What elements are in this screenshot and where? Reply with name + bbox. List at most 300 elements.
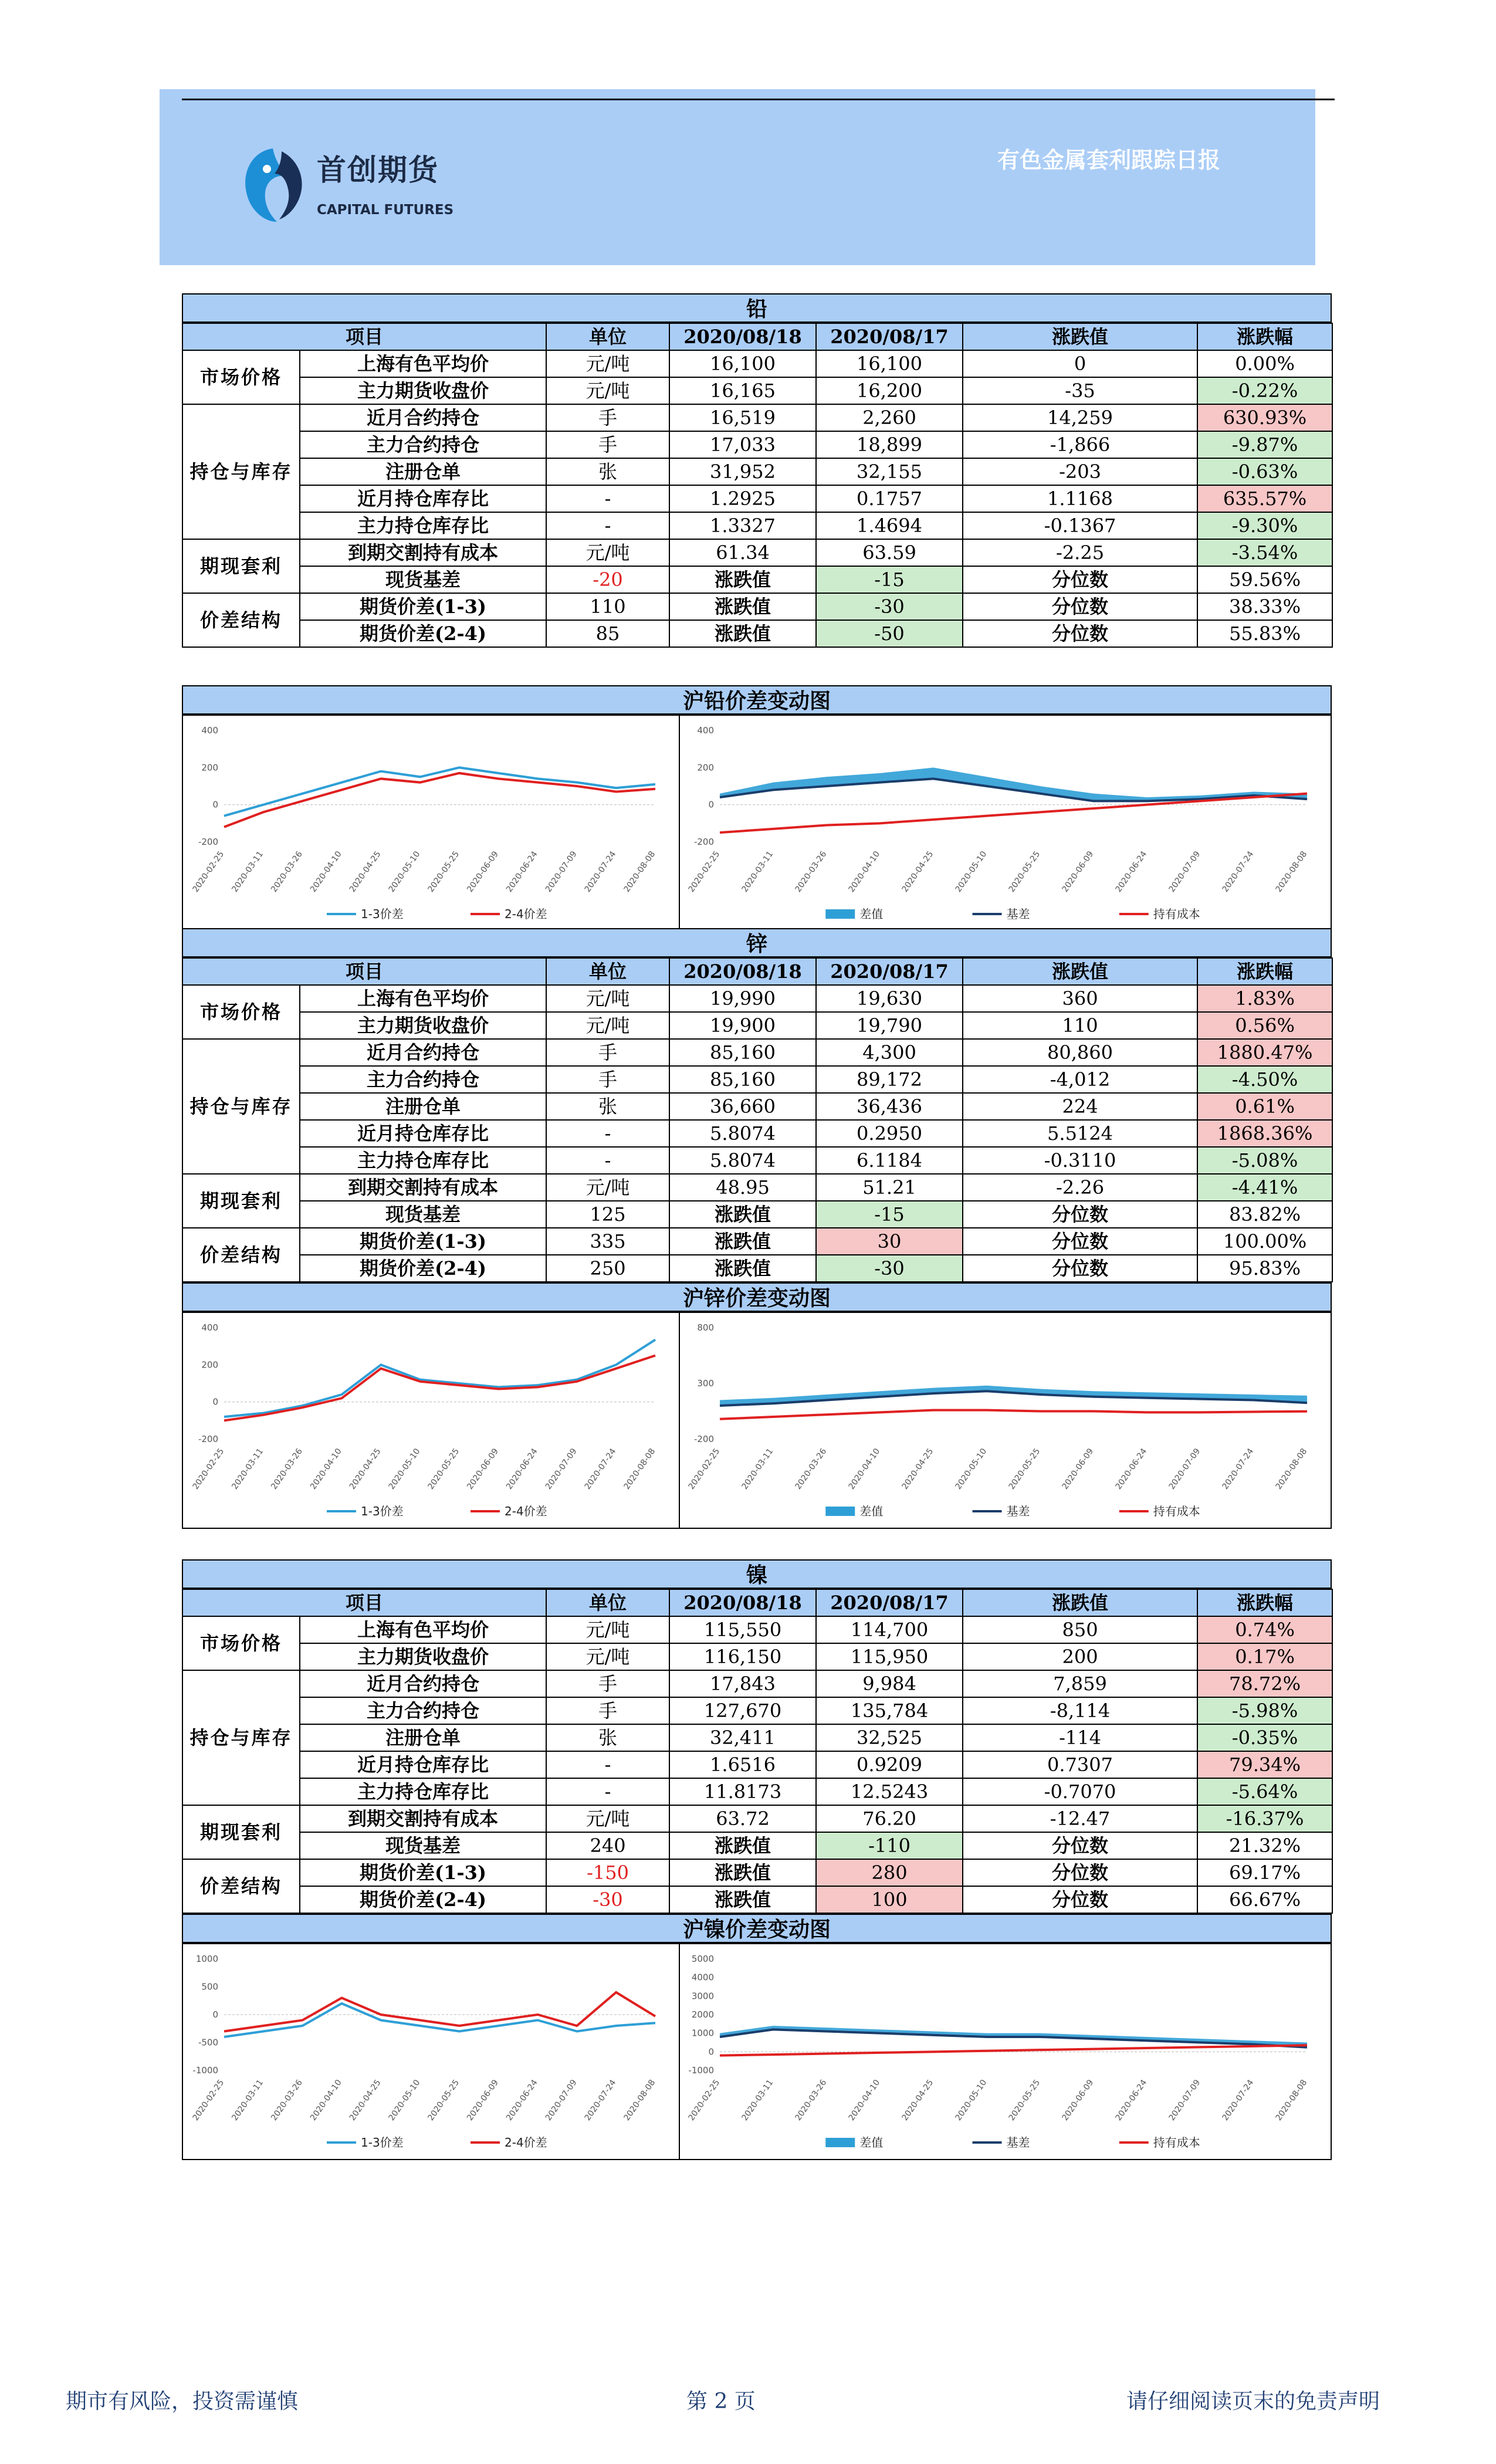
y-tick-label: 5000 — [691, 1954, 714, 1964]
basis-row — [182, 1201, 1332, 1228]
row-pct: -4.50% — [1197, 1066, 1332, 1093]
row-value-prev: 89,172 — [816, 1066, 963, 1093]
row-pct: -0.35% — [1197, 1724, 1332, 1751]
y-tick-label: 400 — [201, 725, 218, 736]
metrics-table — [182, 1589, 1333, 1914]
row-item: 注册仓单 — [300, 1724, 546, 1751]
table-row — [182, 1697, 1332, 1724]
basis-chart — [679, 1944, 1331, 2159]
table-row — [182, 1147, 1332, 1174]
row-value-prev: 19,790 — [816, 1012, 963, 1039]
x-tick-label: 2020-05-10 — [387, 2078, 422, 2123]
basis-value: -20 — [546, 566, 669, 593]
x-tick-label: 2020-04-10 — [847, 1447, 882, 1491]
section-lead — [182, 293, 1332, 932]
row-change: -1,866 — [963, 431, 1197, 458]
footer-disclaimer-note: 请仔细阅读页末的免责声明 — [1126, 2389, 1380, 2414]
table-row — [182, 512, 1332, 539]
row-change: -0.7070 — [963, 1778, 1197, 1805]
section-title: 锌 — [182, 928, 1332, 957]
spread-value: -30 — [546, 1886, 669, 1913]
chart-panel — [182, 715, 1332, 932]
row-pct: 0.74% — [1197, 1616, 1332, 1643]
row-value-prev: 19,630 — [816, 985, 963, 1012]
row-pct: -5.08% — [1197, 1147, 1332, 1174]
x-tick-label: 2020-06-09 — [465, 849, 501, 894]
row-value-prev: 12.5243 — [816, 1778, 963, 1805]
row-value-prev: 76.20 — [816, 1805, 963, 1832]
y-tick-label: 400 — [697, 725, 714, 736]
row-item: 现货基差 — [300, 1201, 546, 1228]
header-unit: 单位 — [546, 958, 669, 985]
x-tick-label: 2020-07-09 — [1167, 2078, 1203, 2123]
table-row — [182, 1805, 1332, 1832]
y-tick-label: -500 — [198, 2037, 218, 2048]
row-value-today: 85,160 — [669, 1039, 816, 1066]
y-tick-label: -1000 — [688, 2065, 714, 2076]
x-tick-label: 2020-06-24 — [1113, 2078, 1149, 2123]
row-change: 200 — [963, 1643, 1197, 1670]
y-tick-label: 0 — [212, 799, 218, 810]
quantile-label: 分位数 — [963, 566, 1197, 593]
series-line-1 — [224, 1992, 655, 2032]
row-unit: 手 — [546, 404, 669, 431]
x-tick-label: 2020-02-25 — [686, 2078, 722, 2123]
row-change: 0 — [963, 350, 1197, 377]
table-row — [182, 1174, 1332, 1201]
page-number: 第 2 页 — [686, 2389, 756, 2414]
row-pct: 1868.36% — [1197, 1120, 1332, 1147]
table-header-row — [182, 1589, 1332, 1616]
y-tick-label: 0 — [212, 1396, 218, 1407]
section-zinc — [182, 928, 1332, 1529]
x-tick-label: 2020-04-10 — [847, 2078, 882, 2123]
row-item: 主力合约持仓 — [300, 1066, 546, 1093]
table-row — [182, 1751, 1332, 1778]
header-date2: 2020/08/17 — [816, 958, 963, 985]
series-line-2 — [720, 794, 1307, 833]
y-tick-label: 0 — [212, 2009, 218, 2020]
row-pct: 0.17% — [1197, 1643, 1332, 1670]
x-tick-label: 2020-07-09 — [1167, 849, 1203, 894]
basis-quantile: 83.82% — [1197, 1201, 1332, 1228]
spread-quantile: 55.83% — [1197, 620, 1332, 647]
row-change: -8,114 — [963, 1697, 1197, 1724]
legend-label: 差值 — [859, 2135, 884, 2150]
row-pct: -0.63% — [1197, 458, 1332, 485]
spread-quantile: 38.33% — [1197, 593, 1332, 620]
x-tick-label: 2020-07-24 — [583, 849, 618, 894]
change-label: 涨跌值 — [669, 1832, 816, 1859]
chart-title: 沪锌价差变动图 — [182, 1282, 1332, 1312]
row-value-prev: 4,300 — [816, 1039, 963, 1066]
row-item: 主力合约持仓 — [300, 1697, 546, 1724]
section-title: 镍 — [182, 1559, 1332, 1589]
series-line-2 — [720, 1410, 1307, 1419]
x-tick-label: 2020-04-25 — [900, 849, 936, 894]
x-tick-label: 2020-07-24 — [1220, 2078, 1256, 2123]
change-label: 涨跌值 — [669, 566, 816, 593]
row-value-today: 48.95 — [669, 1174, 816, 1201]
row-category: 价差结构 — [182, 1859, 300, 1913]
basis-change: -15 — [816, 1201, 963, 1228]
x-tick-label: 2020-04-25 — [900, 1447, 936, 1491]
series-line-0 — [224, 2003, 655, 2037]
row-value-today: 11.8173 — [669, 1778, 816, 1805]
row-item: 期货价差(2-4) — [300, 1886, 546, 1913]
y-tick-label: 500 — [201, 1981, 218, 1992]
x-tick-label: 2020-06-09 — [465, 1447, 501, 1491]
row-pct: -3.54% — [1197, 539, 1332, 566]
row-unit: 元/吨 — [546, 1643, 669, 1670]
x-tick-label: 2020-03-11 — [740, 849, 776, 894]
row-pct: -4.41% — [1197, 1174, 1332, 1201]
y-tick-label: -200 — [198, 1434, 218, 1444]
x-tick-label: 2020-08-08 — [622, 2078, 658, 2123]
row-unit: 张 — [546, 458, 669, 485]
table-row — [182, 431, 1332, 458]
table-row — [182, 377, 1332, 404]
spread-chart — [183, 1313, 680, 1528]
table-row — [182, 350, 1332, 377]
chart-svg — [183, 1313, 679, 1528]
x-tick-label: 2020-04-25 — [347, 849, 383, 894]
basis-chart — [679, 1313, 1331, 1528]
row-change: -4,012 — [963, 1066, 1197, 1093]
x-tick-label: 2020-07-24 — [583, 2078, 618, 2123]
legend-label: 差值 — [859, 1504, 884, 1518]
row-category: 持仓与库存 — [182, 1039, 300, 1174]
y-tick-label: 1000 — [691, 2028, 714, 2039]
x-tick-label: 2020-08-08 — [1274, 1447, 1309, 1491]
spread-value: 85 — [546, 620, 669, 647]
row-change: 7,859 — [963, 1670, 1197, 1697]
spread-quantile: 66.67% — [1197, 1886, 1332, 1913]
series-line-0 — [224, 1340, 655, 1417]
row-category: 市场价格 — [182, 350, 300, 404]
report-title: 有色金属套利跟踪日报 — [997, 147, 1221, 173]
spread-quantile: 100.00% — [1197, 1228, 1332, 1255]
row-change: 1.1168 — [963, 485, 1197, 512]
row-item: 主力期货收盘价 — [300, 377, 546, 404]
row-category: 持仓与库存 — [182, 1670, 300, 1805]
row-item: 期货价差(1-3) — [300, 1228, 546, 1255]
table-row — [182, 404, 1332, 431]
spread-row — [182, 1859, 1332, 1886]
x-tick-label: 2020-03-26 — [793, 2078, 829, 2123]
row-value-prev: 115,950 — [816, 1643, 963, 1670]
chart-svg — [679, 1313, 1331, 1528]
series-area-0 — [720, 767, 1307, 801]
x-tick-label: 2020-03-11 — [230, 1447, 266, 1491]
x-tick-label: 2020-05-25 — [1007, 849, 1043, 894]
legend-label: 基差 — [1006, 907, 1030, 921]
x-tick-label: 2020-07-09 — [1167, 1447, 1203, 1491]
row-item: 近月合约持仓 — [300, 1670, 546, 1697]
spread-change: -30 — [816, 593, 963, 620]
x-tick-label: 2020-02-25 — [191, 1447, 226, 1491]
x-tick-label: 2020-06-09 — [1060, 1447, 1096, 1491]
row-value-today: 85,160 — [669, 1066, 816, 1093]
row-value-prev: 135,784 — [816, 1697, 963, 1724]
row-value-today: 16,165 — [669, 377, 816, 404]
x-tick-label: 2020-03-26 — [793, 1447, 829, 1491]
row-value-prev: 63.59 — [816, 539, 963, 566]
row-item: 上海有色平均价 — [300, 1616, 546, 1643]
row-value-prev: 18,899 — [816, 431, 963, 458]
y-tick-label: -200 — [198, 837, 218, 847]
row-unit: 元/吨 — [546, 350, 669, 377]
spread-value: 250 — [546, 1255, 669, 1282]
x-tick-label: 2020-07-09 — [543, 849, 579, 894]
spread-row — [182, 620, 1332, 647]
row-item: 期货价差(1-3) — [300, 1859, 546, 1886]
x-tick-label: 2020-07-24 — [583, 1447, 618, 1491]
header-date1: 2020/08/18 — [669, 1589, 816, 1616]
x-tick-label: 2020-02-25 — [686, 1447, 722, 1491]
change-label: 涨跌值 — [669, 1859, 816, 1886]
row-unit: 元/吨 — [546, 1012, 669, 1039]
row-item: 主力持仓库存比 — [300, 1147, 546, 1174]
row-change: 850 — [963, 1616, 1197, 1643]
spread-value: -150 — [546, 1859, 669, 1886]
legend-swatch — [825, 909, 855, 919]
x-tick-label: 2020-05-25 — [1007, 2078, 1043, 2123]
row-pct: 630.93% — [1197, 404, 1332, 431]
x-tick-label: 2020-06-09 — [1060, 849, 1096, 894]
table-row — [182, 1012, 1332, 1039]
x-tick-label: 2020-05-25 — [1007, 1447, 1043, 1491]
x-tick-label: 2020-02-25 — [191, 2078, 226, 2123]
table-row — [182, 1120, 1332, 1147]
y-tick-label: 200 — [697, 762, 714, 773]
row-value-today: 1.3327 — [669, 512, 816, 539]
chart-title: 沪铅价差变动图 — [182, 685, 1332, 715]
x-tick-label: 2020-03-26 — [269, 1447, 304, 1491]
row-category: 市场价格 — [182, 985, 300, 1039]
row-unit: - — [546, 1147, 669, 1174]
row-unit: 元/吨 — [546, 377, 669, 404]
row-value-prev: 36,436 — [816, 1093, 963, 1120]
row-item: 到期交割持有成本 — [300, 1805, 546, 1832]
x-tick-label: 2020-06-09 — [465, 2078, 501, 2123]
row-pct: 1.83% — [1197, 985, 1332, 1012]
row-category: 市场价格 — [182, 1616, 300, 1670]
change-label: 涨跌值 — [669, 1201, 816, 1228]
x-tick-label: 2020-03-11 — [230, 849, 266, 894]
legend-swatch — [825, 1507, 855, 1516]
basis-change: -15 — [816, 566, 963, 593]
row-value-today: 115,550 — [669, 1616, 816, 1643]
row-unit: 手 — [546, 431, 669, 458]
row-item: 期货价差(2-4) — [300, 620, 546, 647]
chart-svg — [183, 716, 679, 930]
basis-value: 240 — [546, 1832, 669, 1859]
chart-title: 沪镍价差变动图 — [182, 1914, 1332, 1943]
x-tick-label: 2020-04-10 — [308, 849, 344, 894]
x-tick-label: 2020-05-10 — [953, 1447, 989, 1491]
x-tick-label: 2020-03-26 — [793, 849, 829, 894]
legend-label: 差值 — [859, 907, 884, 921]
spread-chart — [183, 716, 680, 930]
row-unit: 张 — [546, 1724, 669, 1751]
x-tick-label: 2020-05-25 — [426, 1447, 462, 1491]
x-tick-label: 2020-07-09 — [543, 1447, 579, 1491]
row-value-today: 127,670 — [669, 1697, 816, 1724]
header-item: 项目 — [182, 958, 546, 985]
row-value-today: 36,660 — [669, 1093, 816, 1120]
metrics-table — [182, 957, 1333, 1282]
legend-label: 2-4价差 — [505, 2135, 547, 2150]
table-row — [182, 539, 1332, 566]
quantile-label: 分位数 — [963, 1886, 1197, 1913]
row-pct: 79.34% — [1197, 1751, 1332, 1778]
header-date2: 2020/08/17 — [816, 1589, 963, 1616]
row-value-today: 5.8074 — [669, 1147, 816, 1174]
row-value-today: 31,952 — [669, 458, 816, 485]
header-unit: 单位 — [546, 1589, 669, 1616]
row-value-today: 19,900 — [669, 1012, 816, 1039]
row-change: 14,259 — [963, 404, 1197, 431]
x-tick-label: 2020-03-11 — [740, 1447, 776, 1491]
row-unit: 元/吨 — [546, 1805, 669, 1832]
row-value-today: 5.8074 — [669, 1120, 816, 1147]
row-unit: 手 — [546, 1039, 669, 1066]
table-row — [182, 458, 1332, 485]
y-tick-label: 200 — [201, 762, 218, 773]
x-tick-label: 2020-04-10 — [308, 2078, 344, 2123]
legend-label: 基差 — [1006, 2135, 1030, 2150]
quantile-label: 分位数 — [963, 1859, 1197, 1886]
spread-row — [182, 593, 1332, 620]
y-tick-label: 0 — [708, 2046, 714, 2057]
chart-svg — [183, 1944, 679, 2159]
section-title: 铅 — [182, 293, 1332, 323]
legend-swatch — [825, 2138, 855, 2147]
row-value-today: 17,843 — [669, 1670, 816, 1697]
row-category: 期现套利 — [182, 1174, 300, 1228]
basis-quantile: 59.56% — [1197, 566, 1332, 593]
row-unit: - — [546, 1778, 669, 1805]
x-tick-label: 2020-04-10 — [308, 1447, 344, 1491]
row-unit: - — [546, 512, 669, 539]
row-unit: - — [546, 485, 669, 512]
series-line-1 — [224, 773, 655, 827]
legend-label: 持有成本 — [1153, 2135, 1200, 2150]
row-pct: -0.22% — [1197, 377, 1332, 404]
x-tick-label: 2020-03-11 — [230, 2078, 266, 2123]
row-unit: 手 — [546, 1670, 669, 1697]
spread-chart — [183, 1944, 680, 2159]
row-unit: 张 — [546, 1093, 669, 1120]
row-unit: 元/吨 — [546, 985, 669, 1012]
x-tick-label: 2020-06-24 — [505, 2078, 540, 2123]
header-date1: 2020/08/18 — [669, 958, 816, 985]
row-item: 期货价差(2-4) — [300, 1255, 546, 1282]
row-item: 现货基差 — [300, 566, 546, 593]
row-value-prev: 32,525 — [816, 1724, 963, 1751]
quantile-label: 分位数 — [963, 1201, 1197, 1228]
y-tick-label: 1000 — [195, 1954, 218, 1964]
header-date1: 2020/08/18 — [669, 323, 816, 350]
table-row — [182, 1066, 1332, 1093]
y-tick-label: 400 — [201, 1322, 218, 1333]
row-category: 价差结构 — [182, 1228, 300, 1282]
row-category: 期现套利 — [182, 1805, 300, 1859]
table-row — [182, 1778, 1332, 1805]
x-tick-label: 2020-04-25 — [347, 2078, 383, 2123]
legend-label: 基差 — [1006, 1504, 1030, 1518]
x-tick-label: 2020-06-24 — [505, 1447, 540, 1491]
table-row — [182, 1039, 1332, 1066]
table-row — [182, 985, 1332, 1012]
row-pct: 78.72% — [1197, 1670, 1332, 1697]
series-line-0 — [224, 767, 655, 815]
row-item: 近月持仓库存比 — [300, 1751, 546, 1778]
x-tick-label: 2020-06-24 — [1113, 849, 1149, 894]
spread-quantile: 69.17% — [1197, 1859, 1332, 1886]
row-change: -2.25 — [963, 539, 1197, 566]
legend-label: 持有成本 — [1153, 907, 1200, 921]
x-tick-label: 2020-05-25 — [426, 849, 462, 894]
y-tick-label: 0 — [708, 799, 714, 810]
table-header-row — [182, 323, 1332, 350]
quantile-label: 分位数 — [963, 593, 1197, 620]
x-tick-label: 2020-03-26 — [269, 849, 304, 894]
row-change: 110 — [963, 1012, 1197, 1039]
spread-row — [182, 1228, 1332, 1255]
row-category: 价差结构 — [182, 593, 300, 647]
header-item: 项目 — [182, 323, 546, 350]
y-tick-label: 2000 — [691, 2009, 714, 2020]
row-item: 近月持仓库存比 — [300, 1120, 546, 1147]
row-value-today: 17,033 — [669, 431, 816, 458]
row-change: 0.7307 — [963, 1751, 1197, 1778]
spread-change: 280 — [816, 1859, 963, 1886]
legend-label: 1-3价差 — [361, 1504, 404, 1518]
row-value-prev: 0.9209 — [816, 1751, 963, 1778]
row-item: 主力期货收盘价 — [300, 1012, 546, 1039]
series-area-0 — [720, 1386, 1307, 1406]
row-unit: 元/吨 — [546, 1174, 669, 1201]
spread-row — [182, 1255, 1332, 1282]
row-value-today: 61.34 — [669, 539, 816, 566]
basis-quantile: 21.32% — [1197, 1832, 1332, 1859]
row-value-today: 63.72 — [669, 1805, 816, 1832]
y-tick-label: 800 — [697, 1322, 714, 1333]
capital-futures-logo-icon — [241, 145, 308, 225]
row-item: 近月合约持仓 — [300, 404, 546, 431]
row-change: -2.26 — [963, 1174, 1197, 1201]
row-item: 上海有色平均价 — [300, 985, 546, 1012]
x-tick-label: 2020-08-08 — [1274, 849, 1309, 894]
x-tick-label: 2020-06-24 — [505, 849, 540, 894]
series-line-1 — [224, 1356, 655, 1421]
spread-change: -50 — [816, 620, 963, 647]
row-pct: -16.37% — [1197, 1805, 1332, 1832]
x-tick-label: 2020-08-08 — [622, 1447, 658, 1491]
y-tick-label: 200 — [201, 1359, 218, 1370]
quantile-label: 分位数 — [963, 1255, 1197, 1282]
row-value-today: 19,990 — [669, 985, 816, 1012]
x-tick-label: 2020-03-11 — [740, 2078, 776, 2123]
header-date2: 2020/08/17 — [816, 323, 963, 350]
section-spacer — [182, 648, 1332, 685]
x-tick-label: 2020-04-25 — [900, 2078, 936, 2123]
row-change: 224 — [963, 1093, 1197, 1120]
change-label: 涨跌值 — [669, 1228, 816, 1255]
row-change: 80,860 — [963, 1039, 1197, 1066]
